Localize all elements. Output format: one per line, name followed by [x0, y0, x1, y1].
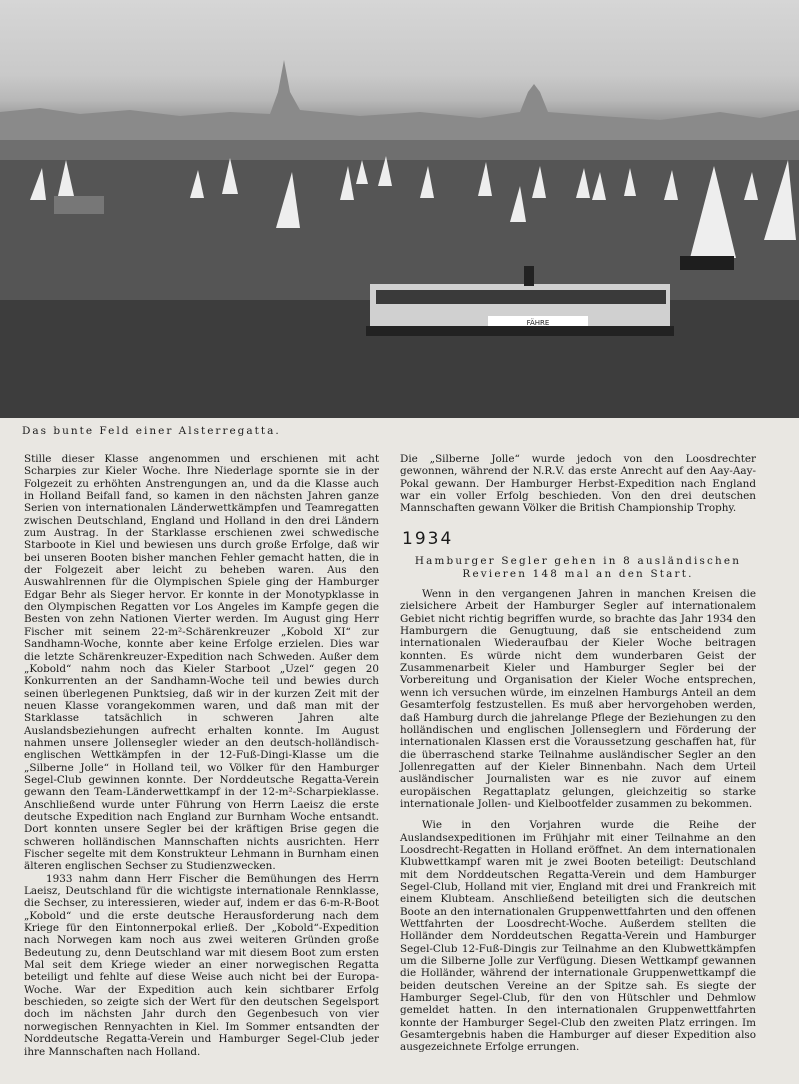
paragraph: Wenn in den vergangenen Jahren in manchen Kreisen die zielsichere Arbeit der Hamburger Segler auf internationalem Gebiet nicht richtig begriffen wurde, so brachte das Jahr 1934 den Hamburgern die Genugtuung, daß sie entscheidend zum internationalen Wiederaufbau der Kieler Woche beitragen konnten. Es würde nicht dem wunderbaren Geist der Zusammenarbeit Kieler und Hamburger Segler bei der Vorbereitung und Organisation der Kieler Woche entsprechen, wenn ich versuchen würde, im einzelnen Hamburgs Anteil an dem Gesamterfolg festzustellen. Es muß aber hervorgehoben werden, daß Hamburg durch die jahrelange Pflege der Beziehungen zu den holländischen und englischen Jollenseglern und Förderung der internationalen Klassen erst die Voraussetzung geschaffen hat, für die überraschend starke Teilnahme ausländischer Segler an den Jollenregatten auf der Kieler Binnenbahn. Nach dem Urteil ausländischer Journalisten war es nie zuvor auf einem europäischen Regattaplatz gelungen, gleichzeitig so starke internationale Jollen- und Kielbootfelder zusammen zu bekommen. [400, 588, 756, 810]
ferry-sign: FÄHRE [526, 319, 550, 327]
paragraph: Wie in den Vorjahren wurde die Reihe der Auslandsexpeditionen im Frühjahr mit einer Teilnahme an den Loosdrecht-Regatten in Holland eröffnet. An dem internationalen Klubwettkampf waren mit je zwei Booten beteiligt: Deutschland mit dem Norddeutschen Regatta-Verein und dem Hamburger Segel-Club, Holland mit vier, England mit drei und Frankreich mit einem Klubteam. Anschließend beteiligten sich die deutschen Boote an den internationalen Gruppenwettfahrten und den offenen Wettfahrten der Loosdrecht-Woche. Außerdem stellten die Holländer dem Norddeutschen Regatta-Verein und Hamburger Segel-Club 12-Fuß-Dingis zur Teilnahme an den Klubwettkämpfen um die Silberne Jolle zur Verfügung. Diesen Wettkampf gewannen die Holländer, während der internationale Gruppenwettkampf die beiden deutschen Vereine an der Spitze sah. Es siegte der Hamburger Segel-Club, für den von Hütschler und Dehmlow gemeldet hatten. In den internationalen Gruppenwettfahrten konnte der Hamburger Segel-Club den zweiten Platz erringen. Im Gesamtergebnis haben die Hamburger auf dieser Expedition also ausgezeichnete Erfolge errungen. [400, 819, 756, 1054]
regatta-scene [0, 0, 799, 418]
paragraph: Stille dieser Klasse angenommen und erschienen mit acht Scharpies zur Kieler Woche. Ihre Niederlage spornte sie in der Folgezeit zu erhöhten Anstrengungen an, und da die Klasse auch in Holland Beifall fand, so kamen in den nächsten Jahren ganze Serien von internationalen Länderwettkämpfen und Teamregatten zwischen Deutschland, England und Holland in den drei Ländern zum Austrag. In der Starklasse erschienen zwei schwedische Starboote in Kiel und bewiesen uns durch große Erfolge, daß wir bei unseren Booten bisher manchen Fehler gemacht hatten, die in der Folgezeit aber leicht zu beheben waren. Aus den Auswahlrennen für die Olympischen Spiele ging der Hamburger Edgar Behr als Sieger hervor. Er konnte in der Monotypklasse in den Olympischen Regatten vor Los Angeles im Kampfe gegen die Besten von zehn Nationen Vierter werden. Im August ging Herr Fischer mit seinem 22-m²-Schärenkreuzer „Kobold XI“ zur Sandhamn-Woche, konnte aber keine Erfolge erzielen. Dies war die letzte Schärenkreuzer-Expedition nach Schweden. Außer dem „Kobold“ nahm noch das Kieler Starboot „Uzel“ gegen 20 Konkurrenten an der Sandhamn-Woche teil und bewies durch seinen überlegenen Punktsieg, daß wir in der kurzen Zeit mit der neuen Klasse vorangekommen waren, und daß man mit der Starklasse tatsächlich in schweren Jahren alte Auslandsbeziehungen aufrecht erhalten konnte. Im August nahmen unsere Jollensegler wieder an den deutsch-holländisch-englischen Wettkämpfen in der 12-Fuß-Dingi-Klasse um die „Silberne Jolle“ in Holland teil, wo Völker für den Hamburger Segel-Club gewinnen konnte. Der Norddeutsche Regatta-Verein gewann den Team-Länderwettkampf in der 12-m²-Scharpieklasse. Anschließend wurde unter Führung von Herrn Laeisz die erste deutsche Expedition nach England zur Burnham Woche entsandt. Dort konnten unsere Segler bei der kräftigen Brise gegen die schweren holländischen Mannschaften nichts ausrichten. Herr Fischer segelte mit dem Konstrukteur Lehmann in Burnham einen älteren englischen Sechser zu Studienzwecken. [24, 453, 379, 873]
paragraph: Die „Silberne Jolle“ wurde jedoch von den Loosdrechter gewonnen, während der N.R.V. das erste Anrecht auf den Aay-Aay-Pokal gewann. Der Hamburger Herbst-Expedition nach England war ein voller Erfolg beschieden. Von den drei deutschen Mannschaften gewann Völker die British Championship Trophy. [400, 453, 756, 515]
paragraph: 1933 nahm dann Herr Fischer die Bemühungen des Herrn Laeisz, Deutschland für die wichtigste internationale Rennklasse, die Sechser, zu interessieren, wieder auf, indem er das 6-m-R-Boot „Kobold“ und die erste deutsche Herausforderung nach dem Kriege für den Eintonnerpokal erließ. Der „Kobold“-Expedition nach Norwegen kam noch aus zwei weiteren Gründen große Bedeutung zu, denn Deutschland war mit diesem Boot zum ersten Mal seit dem Kriege wieder an einer norwegischen Regatta beteiligt und fehlte auf diese Weise auch nicht bei der Europa-Woche. War der Expedition auch kein sichtbarer Erfolg beschieden, so zeigte sich der Wert für den deutschen Segelsport doch im nächsten Jahr durch den Gegenbesuch von vier norwegischen Rennyachten in Kiel. Im Sommer entsandten der Norddeutsche Regatta-Verein und Hamburger Segel-Club jeder ihre Mannschaften nach Holland. [24, 872, 379, 1058]
subtitle-line: Hamburger Segler gehen in 8 ausländischen [414, 555, 742, 568]
photo-caption: Das bunte Feld einer Alsterregatta. [22, 425, 281, 437]
section-subtitle [400, 555, 756, 580]
section-year-heading: 1934 [402, 528, 454, 549]
subtitle-line: Revieren 148 mal an den Start. [462, 567, 694, 580]
left-column [24, 453, 379, 1058]
alster-regatta-photo [0, 0, 799, 418]
right-column [400, 453, 756, 1054]
